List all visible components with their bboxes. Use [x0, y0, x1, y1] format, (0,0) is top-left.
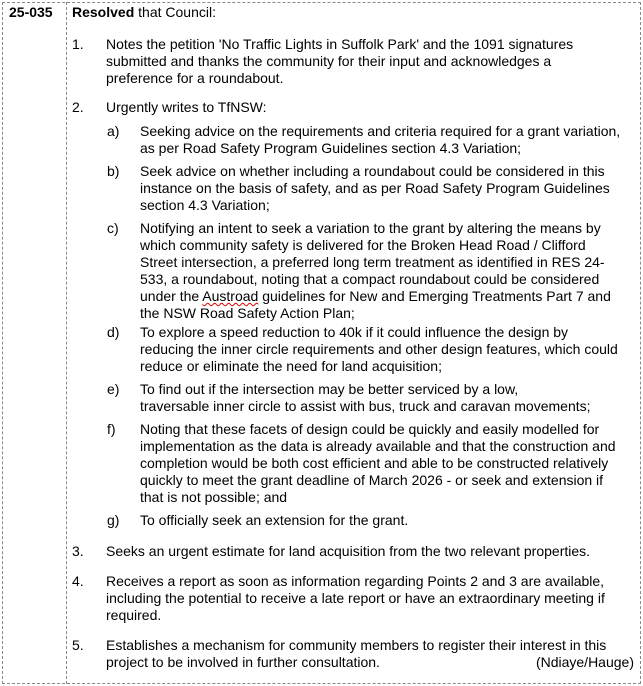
subitem-b-text	[140, 163, 634, 214]
text-line: reduce or eliminate the need for land acquisition;	[140, 358, 442, 374]
text-line	[140, 288, 634, 305]
subitem-letter: f)	[107, 421, 116, 437]
text-line: Seek advice on whether including a roundabout could be considered in this	[140, 163, 605, 179]
text-line: Establishes a mechanism for community members to register their interest in this	[106, 637, 607, 653]
text-line: as per Road Safety Program Guidelines section 4.3 Variation;	[140, 140, 522, 156]
text-fragment: guidelines for New and Emerging Treatments Part 7 and	[262, 288, 611, 304]
text-line: Notes the petition 'No Traffic Lights in Suffolk Park' and the 1091 signatures	[106, 36, 574, 52]
text-line: completion would be both cost efficient and able to be constructed relatively	[140, 455, 609, 471]
text-line: including the potential to receive a late report or have an extraordinary meeting if	[106, 590, 605, 606]
text-line: Street intersection, a preferred long term treatment as identified in RES 24-	[140, 254, 605, 270]
text-line: Receives a report as soon as information regarding Points 2 and 3 are available,	[106, 573, 605, 589]
subitem-g-text	[140, 512, 634, 529]
subitem-f-text	[140, 421, 634, 506]
item-5-text	[106, 637, 634, 671]
item-2-text	[106, 99, 634, 116]
text-fragment: project to be involved in further consultation.	[106, 654, 380, 670]
text-line: 533, a roundabout, noting that a compact roundabout could be considered	[140, 271, 600, 287]
text-line: which community safety is delivered for the Broken Head Road / Clifford	[140, 237, 586, 253]
text-line: instance on the basis of safety, and as per Road Safety Program Guidelines	[140, 180, 610, 196]
subitem-letter: d)	[107, 324, 120, 340]
text-line: that is not possible; and	[140, 489, 288, 505]
item-number: 2.	[72, 99, 84, 115]
item-1-text	[106, 36, 634, 87]
text-line	[106, 654, 634, 671]
item-3-text	[106, 543, 634, 560]
item-number: 3.	[72, 543, 84, 559]
text-line: section 4.3 Variation;	[140, 197, 270, 213]
subitem-e-text	[140, 381, 634, 415]
text-line: To explore a speed reduction to 40k if it could influence the design by	[140, 324, 569, 340]
text-line: traversable inner circle to assist with bus, truck and caravan movements;	[140, 398, 591, 414]
subitem-letter: c)	[107, 220, 119, 236]
text-line: required.	[106, 607, 162, 623]
movers: (Ndiaye/Hauge)	[535, 654, 634, 670]
text-line: the NSW Road Safety Action Plan;	[140, 305, 355, 321]
item-number: 4.	[72, 573, 84, 589]
resolved-rest: that Council:	[134, 4, 216, 20]
text-line: Noting that these facets of design could be quickly and easily modelled for	[140, 421, 600, 437]
text-line: Seeking advice on the requirements and criteria required for a grant variation,	[140, 123, 621, 139]
text-line: submitted and thanks the community for their input and acknowledges a	[106, 53, 552, 69]
text-line: To find out if the intersection may be better serviced by a low,	[140, 381, 519, 397]
subitem-letter: g)	[107, 512, 120, 528]
subitem-c-text	[140, 220, 634, 322]
subitem-letter: b)	[107, 163, 120, 179]
resolution-number: 25-035	[9, 4, 53, 20]
text-line: Urgently writes to TfNSW:	[106, 99, 267, 115]
text-line: Seeks an urgent estimate for land acquisition from the two relevant properties.	[106, 543, 591, 559]
text-fragment: under the	[140, 288, 203, 304]
resolved-bold: Resolved	[72, 4, 135, 20]
resolved-heading	[72, 4, 216, 21]
item-number: 1.	[72, 36, 84, 52]
text-line: preference for a roundabout.	[106, 70, 284, 86]
text-line: Notifying an intent to seek a variation to the grant by altering the means by	[140, 220, 601, 236]
subitem-a-text	[140, 123, 634, 157]
text-line: reducing the inner circle requirements and other design features, which could	[140, 341, 618, 357]
text-line: implementation as the data is already available and that the construction and	[140, 438, 616, 454]
item-4-text	[106, 573, 634, 624]
item-number: 5.	[72, 637, 84, 653]
subitem-letter: e)	[107, 381, 120, 397]
text-line: To officially seek an extension for the grant.	[140, 512, 409, 528]
subitem-letter: a)	[107, 123, 120, 139]
subitem-d-text	[140, 324, 634, 375]
spellcheck-word: Austroad	[202, 288, 259, 304]
column-divider	[66, 2, 67, 684]
text-line: quickly to meet the grant deadline of March 2026 - or seek and extension if	[140, 472, 604, 488]
